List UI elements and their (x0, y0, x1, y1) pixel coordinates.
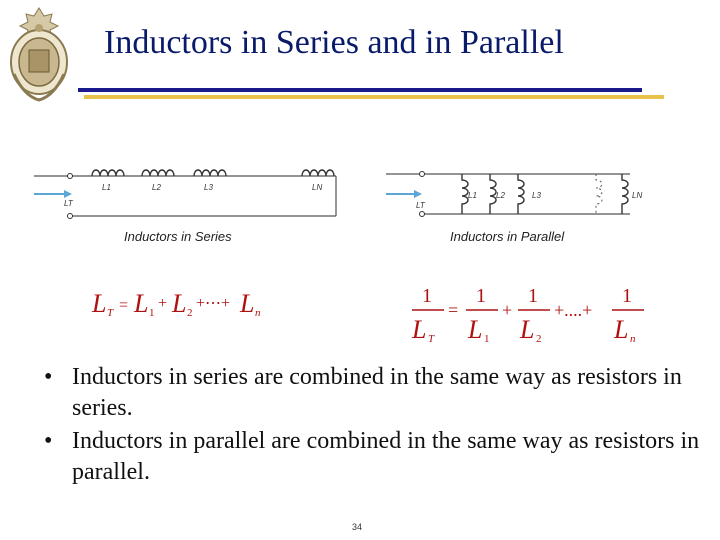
series-label-ln: LN (312, 183, 323, 192)
naval-academy-crest-icon (4, 4, 74, 104)
svg-text:1: 1 (476, 285, 486, 307)
svg-text:+: + (158, 295, 168, 312)
series-caption: Inductors in Series (124, 229, 232, 244)
svg-text:2: 2 (536, 333, 542, 345)
svg-text:T: T (107, 307, 114, 319)
svg-text:2: 2 (187, 307, 193, 319)
bullet-dot-icon: • (44, 428, 53, 454)
bullet-list (44, 362, 704, 490)
parallel-label-l2: L2 (496, 191, 505, 200)
parallel-caption: Inductors in Parallel (450, 229, 565, 244)
bullet-text: Inductors in parallel are combined in the same way as resistors in parallel. (72, 428, 700, 485)
slide-title: Inductors in Series and in Parallel (104, 24, 564, 61)
series-label-l1: L1 (102, 183, 111, 192)
svg-text:L: L (172, 289, 187, 318)
svg-text:L: L (134, 289, 149, 318)
svg-text:1: 1 (528, 285, 538, 307)
bullet-item (44, 362, 704, 424)
svg-text:L: L (412, 315, 427, 344)
svg-text:L: L (468, 315, 483, 344)
svg-text:1: 1 (622, 285, 632, 307)
bullet-dot-icon: • (44, 364, 53, 390)
bullet-text: Inductors in series are combined in the same way as resistors in series. (72, 364, 682, 421)
svg-text:L: L (240, 289, 255, 318)
series-current-label: LT (64, 199, 73, 208)
series-label-l3: L3 (204, 183, 213, 192)
svg-text:=: = (119, 297, 129, 314)
svg-text:1: 1 (149, 307, 155, 319)
title-underline-blue (78, 88, 642, 92)
svg-text:+....+: +....+ (554, 300, 593, 320)
parallel-current-label: LT (416, 201, 425, 210)
parallel-label-l1: L1 (468, 191, 477, 200)
parallel-equation (404, 280, 654, 346)
series-label-l2: L2 (152, 183, 161, 192)
svg-text:+: + (502, 300, 513, 320)
svg-text:T: T (428, 333, 435, 345)
svg-text:1: 1 (484, 333, 490, 345)
series-circuit-diagram (30, 156, 346, 224)
svg-text:L: L (92, 289, 107, 318)
svg-text:=: = (448, 300, 459, 320)
series-equation (90, 282, 310, 330)
svg-text:+⋯+: +⋯+ (196, 295, 231, 312)
title-underline-gold (84, 95, 664, 99)
svg-text:L: L (520, 315, 535, 344)
parallel-label-ln: LN (632, 191, 643, 200)
page-number: 34 (352, 522, 363, 532)
bullet-item (44, 426, 704, 488)
svg-text:n: n (255, 307, 261, 319)
parallel-label-l3: L3 (532, 191, 541, 200)
svg-text:L: L (614, 315, 629, 344)
svg-text:n: n (630, 333, 636, 345)
svg-text:1: 1 (422, 285, 432, 307)
parallel-circuit-diagram (382, 162, 664, 224)
